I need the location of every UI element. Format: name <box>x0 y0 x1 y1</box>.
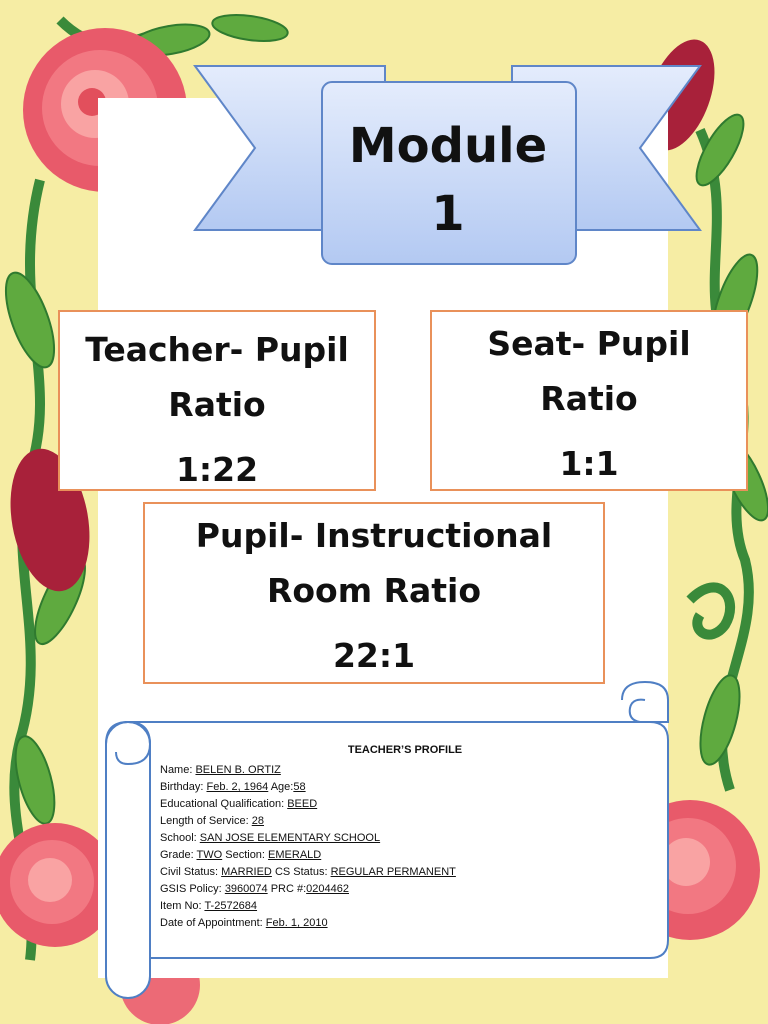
ratio-label-line2: Ratio <box>168 385 266 424</box>
module-number: 1 <box>431 186 465 242</box>
field-label: Grade: <box>160 849 194 861</box>
field-label: Item No: <box>160 900 202 912</box>
ratio-value: 1:22 <box>175 450 259 489</box>
field-label: Name: <box>160 764 193 776</box>
item-value: T-2572684 <box>204 900 258 912</box>
profile-item-row <box>160 898 650 915</box>
section-value: EMERALD <box>268 849 322 861</box>
field-label: Age: <box>270 781 294 793</box>
field-label: Date of Appointment: <box>160 917 263 929</box>
module-title-word: Module <box>348 118 548 174</box>
field-label: Length of Service: <box>160 815 249 827</box>
field-label: Civil Status: <box>160 866 219 878</box>
ratio-label-line2: Room Ratio <box>266 571 482 610</box>
ratio-label-line1: Teacher- Pupil <box>85 330 349 369</box>
civil-value: MARRIED <box>221 866 272 878</box>
field-label: GSIS Policy: <box>160 883 222 895</box>
teacher-profile <box>160 744 650 932</box>
field-label: Birthday: <box>160 781 204 793</box>
ratio-label-line2: Ratio <box>540 379 638 418</box>
school-value: SAN JOSE ELEMENTARY SCHOOL <box>199 832 381 844</box>
gsis-value: 3960074 <box>224 883 268 895</box>
service-value: 28 <box>251 815 264 827</box>
profile-grade-row <box>160 847 650 864</box>
profile-qualification-row <box>160 796 650 813</box>
field-label: CS Status: <box>274 866 328 878</box>
prc-value: 0204462 <box>306 883 349 895</box>
profile-appointment-row <box>160 915 650 932</box>
appointment-value: Feb. 1, 2010 <box>265 917 328 929</box>
name-value: BELEN B. ORTIZ <box>195 764 281 776</box>
ratio-value: 22:1 <box>332 636 416 675</box>
grade-value: TWO <box>196 849 223 861</box>
field-label: School: <box>160 832 197 844</box>
ratio-label-line1: Seat- Pupil <box>487 324 691 363</box>
qualification-value: BEED <box>287 798 318 810</box>
profile-gsis-row <box>160 881 650 898</box>
field-label: Section: <box>225 849 265 861</box>
profile-name-row <box>160 762 650 779</box>
profile-civil-row <box>160 864 650 881</box>
field-label: PRC #: <box>270 883 307 895</box>
profile-service-row <box>160 813 650 830</box>
age-value: 58 <box>293 781 306 793</box>
profile-birthday-row <box>160 779 650 796</box>
ratio-label-line1: Pupil- Instructional <box>195 516 553 555</box>
profile-title: TEACHER’S PROFILE <box>347 744 463 756</box>
birthday-value: Feb. 2, 1964 <box>206 781 269 793</box>
profile-school-row <box>160 830 650 847</box>
ratio-value: 1:1 <box>559 444 619 483</box>
field-label: Educational Qualification: <box>160 798 285 810</box>
cs-value: REGULAR PERMANENT <box>330 866 456 878</box>
